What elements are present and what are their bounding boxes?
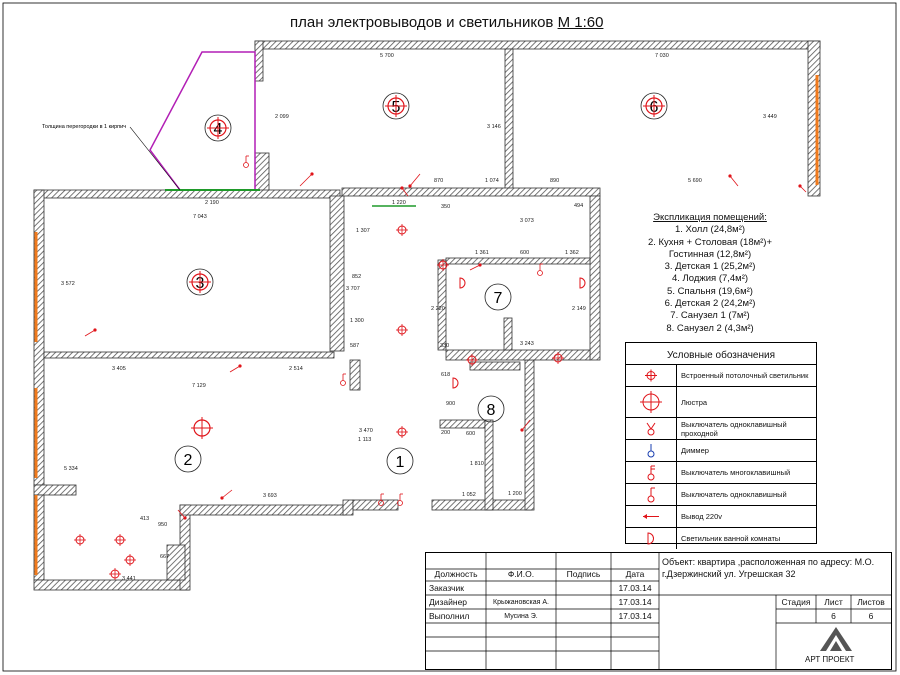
sheet-label: Лист (824, 597, 843, 607)
bathroom-light-icon (580, 278, 585, 288)
outlet-220-icon (728, 174, 738, 186)
legend-label: Выключатель одноклавишный (681, 490, 787, 499)
ceiling-light-icon (124, 554, 136, 566)
multi-switch-icon (626, 462, 677, 483)
dimension-label: 2 149 (572, 306, 586, 312)
ceiling-light-icon (626, 365, 677, 386)
dimension-label: 950 (158, 522, 168, 528)
explication-item: 2. Кухня + Столовая (18м²)+ (647, 236, 773, 248)
room-number: 2 (183, 452, 193, 469)
legend-label: Диммер (681, 446, 709, 455)
outlet-220-icon (230, 364, 242, 372)
dimension-label: 852 (352, 274, 362, 280)
row-name: Мусина Э. (504, 612, 538, 620)
dimension-label: 618 (441, 372, 451, 378)
ceiling-light-icon (396, 224, 408, 236)
title-scale: М 1:60 (557, 14, 604, 31)
explication-item: 4. Лоджия (7,4м²) (671, 273, 749, 285)
dimension-label: 1 220 (392, 200, 406, 206)
dimension-label: 413 (140, 516, 150, 522)
legend-row (626, 387, 816, 418)
stage-label: Стадия (781, 597, 811, 607)
legend-label: Встроенный потолочный светильник (681, 371, 809, 380)
room-number: 3 (195, 275, 205, 292)
chandelier-icon (191, 417, 213, 439)
explication-item: 3. Детская 1 (25,2м²) (664, 261, 756, 273)
dimension-label: 1 300 (350, 318, 364, 324)
chandelier-icon (385, 95, 407, 117)
row-date: 17.03.14 (618, 597, 652, 607)
dimension-label: 2 099 (275, 114, 289, 120)
legend-row (626, 418, 816, 440)
dimension-label: 7 043 (193, 214, 207, 220)
explication-item: 6. Детская 2 (24,2м²) (664, 298, 756, 310)
legend-row (626, 440, 816, 462)
dimension-label: 587 (350, 343, 360, 349)
dimension-label: 1 362 (565, 250, 579, 256)
ceiling-light-icon (396, 426, 408, 438)
row-role: Дизайнер (429, 597, 468, 607)
room-number: 5 (391, 99, 401, 116)
chandelier-icon (189, 271, 211, 293)
room-label (175, 446, 201, 472)
dimension-label: 1 200 (508, 491, 522, 497)
bathroom-light-icon (460, 278, 465, 288)
single-switch-icon (538, 264, 544, 276)
row-name: Крыжановская А. (493, 598, 549, 606)
room-label (387, 448, 413, 474)
outlet-220-icon (626, 506, 677, 527)
note-leader (130, 127, 180, 190)
outlet-220-icon (220, 490, 232, 500)
dimension-label: 3 441 (122, 576, 136, 582)
explication-item: Гостинная (12,8м²) (668, 248, 752, 260)
legend-title: Условные обозначения (626, 343, 816, 365)
row-name (486, 581, 556, 595)
dimmer-icon (626, 440, 677, 461)
room-label (485, 284, 511, 310)
explication-item: 5. Спальня (19,6м²) (667, 285, 753, 297)
dimension-label: 200 (441, 430, 451, 436)
header-signature: Подпись (566, 569, 601, 579)
dimension-label: 2 514 (289, 366, 303, 372)
chandelier-icon (626, 387, 677, 417)
explication-item: 1. Холл (24,8м²) (674, 224, 746, 236)
sheets-label: Листов (857, 597, 885, 607)
dimension-label: 600 (520, 250, 530, 256)
outlet-220-icon (85, 328, 97, 336)
dimension-label: 600 (466, 431, 476, 437)
explication-heading: Экспликация помещений: (653, 212, 767, 223)
dimension-label: 494 (574, 203, 584, 209)
partition-note: Толщина перегородки в 1 кирпич (42, 124, 127, 130)
dimension-label: 3 146 (487, 124, 501, 130)
explication-item: 8. Санузел 2 (4,3м²) (666, 322, 754, 334)
legend-row (626, 506, 816, 528)
object-address: Объект: квартира ,расположенная по адресу: М.О. г.Дзержинский ул. Угрешская 32 (662, 557, 875, 579)
legend-row (626, 528, 816, 549)
room-number: 1 (395, 454, 405, 471)
header-role: Должность (434, 569, 478, 579)
room-number: 4 (213, 121, 223, 138)
legend-label: Люстра (681, 397, 708, 407)
dimension-label: 870 (434, 178, 444, 184)
dimension-label: 667 (160, 554, 170, 560)
pass-switch-icon (626, 418, 677, 439)
dimension-label: 3 572 (61, 281, 75, 287)
company-name: АРТ ПРОЕКТ (805, 655, 855, 664)
sheet-number: 6 (831, 611, 836, 621)
ceiling-light-icon (109, 568, 121, 580)
header-date: Дата (625, 569, 645, 579)
legend-row (626, 462, 816, 484)
row-date: 17.03.14 (618, 583, 652, 593)
chandelier-icon (207, 117, 229, 139)
ceiling-light-icon (396, 324, 408, 336)
bathroom-light-icon (453, 378, 458, 388)
dimension-label: 1 113 (358, 437, 372, 443)
legend-row (626, 365, 816, 387)
explication-item: 7. Санузел 1 (7м²) (670, 310, 750, 322)
dimension-label: 7 129 (192, 383, 206, 389)
dimension-label: 3 405 (112, 366, 126, 372)
outlet-220-icon (300, 172, 314, 186)
row-date: 17.03.14 (618, 611, 652, 621)
dimension-label: 5 700 (380, 53, 394, 59)
title-block (425, 552, 892, 670)
outlet-220-icon (798, 184, 806, 192)
room-number: 7 (493, 290, 503, 307)
dimension-label: 3 693 (263, 493, 277, 499)
company-logo-icon (816, 625, 856, 653)
dimension-label: 330 (440, 343, 450, 349)
chandelier-icon (643, 95, 665, 117)
legend-row (626, 484, 816, 506)
dimension-label: 1 052 (462, 492, 476, 498)
legend-label: Светильник ванной комнаты (681, 534, 781, 543)
dimension-label: 1 074 (485, 178, 499, 184)
single-switch-icon (244, 156, 250, 168)
sheets-count: 6 (868, 611, 874, 621)
dimension-label: 5 690 (688, 178, 702, 184)
dimension-label: 3 073 (520, 218, 534, 224)
loggia-outline (150, 52, 255, 190)
ceiling-light-icon (114, 534, 126, 546)
legend (625, 342, 817, 544)
dimension-label: 3 449 (763, 114, 777, 120)
header-name: Ф.И.О. (507, 569, 535, 579)
dimension-label: 1 361 (475, 250, 489, 256)
legend-label: Вывод 220v (681, 512, 723, 521)
dimension-label: 3 470 (359, 428, 373, 434)
dimension-label: 3 243 (520, 341, 534, 347)
explication (640, 212, 780, 335)
dimension-label: 5 334 (64, 466, 78, 472)
single-switch-icon (626, 484, 677, 505)
room-label (478, 396, 504, 422)
title-text: план электровыводов и светильников (290, 14, 554, 31)
dimension-label: 3 707 (346, 286, 360, 292)
dimension-label: 900 (446, 401, 456, 407)
outlet-220-icon (408, 174, 420, 188)
dimension-label: 2 190 (205, 200, 219, 206)
room-number: 8 (486, 402, 496, 419)
single-switch-icon (341, 374, 347, 386)
dimension-label: 890 (550, 178, 560, 184)
ceiling-light-icon (74, 534, 86, 546)
legend-label: Выключатель одноклавишный проходной (681, 419, 787, 438)
legend-label: Выключатель многоклавишный (681, 468, 791, 477)
dimension-label: 7 030 (655, 53, 669, 59)
row-role: Выполнил (429, 611, 470, 621)
dimension-label: 2 220 (431, 306, 445, 312)
bathroom-light-icon (626, 528, 677, 549)
row-role: Заказчик (429, 583, 464, 593)
dimension-label: 350 (441, 204, 451, 210)
room-number: 6 (649, 99, 659, 116)
dimension-label: 1 307 (356, 228, 370, 234)
dimension-label: 1 810 (470, 461, 484, 467)
